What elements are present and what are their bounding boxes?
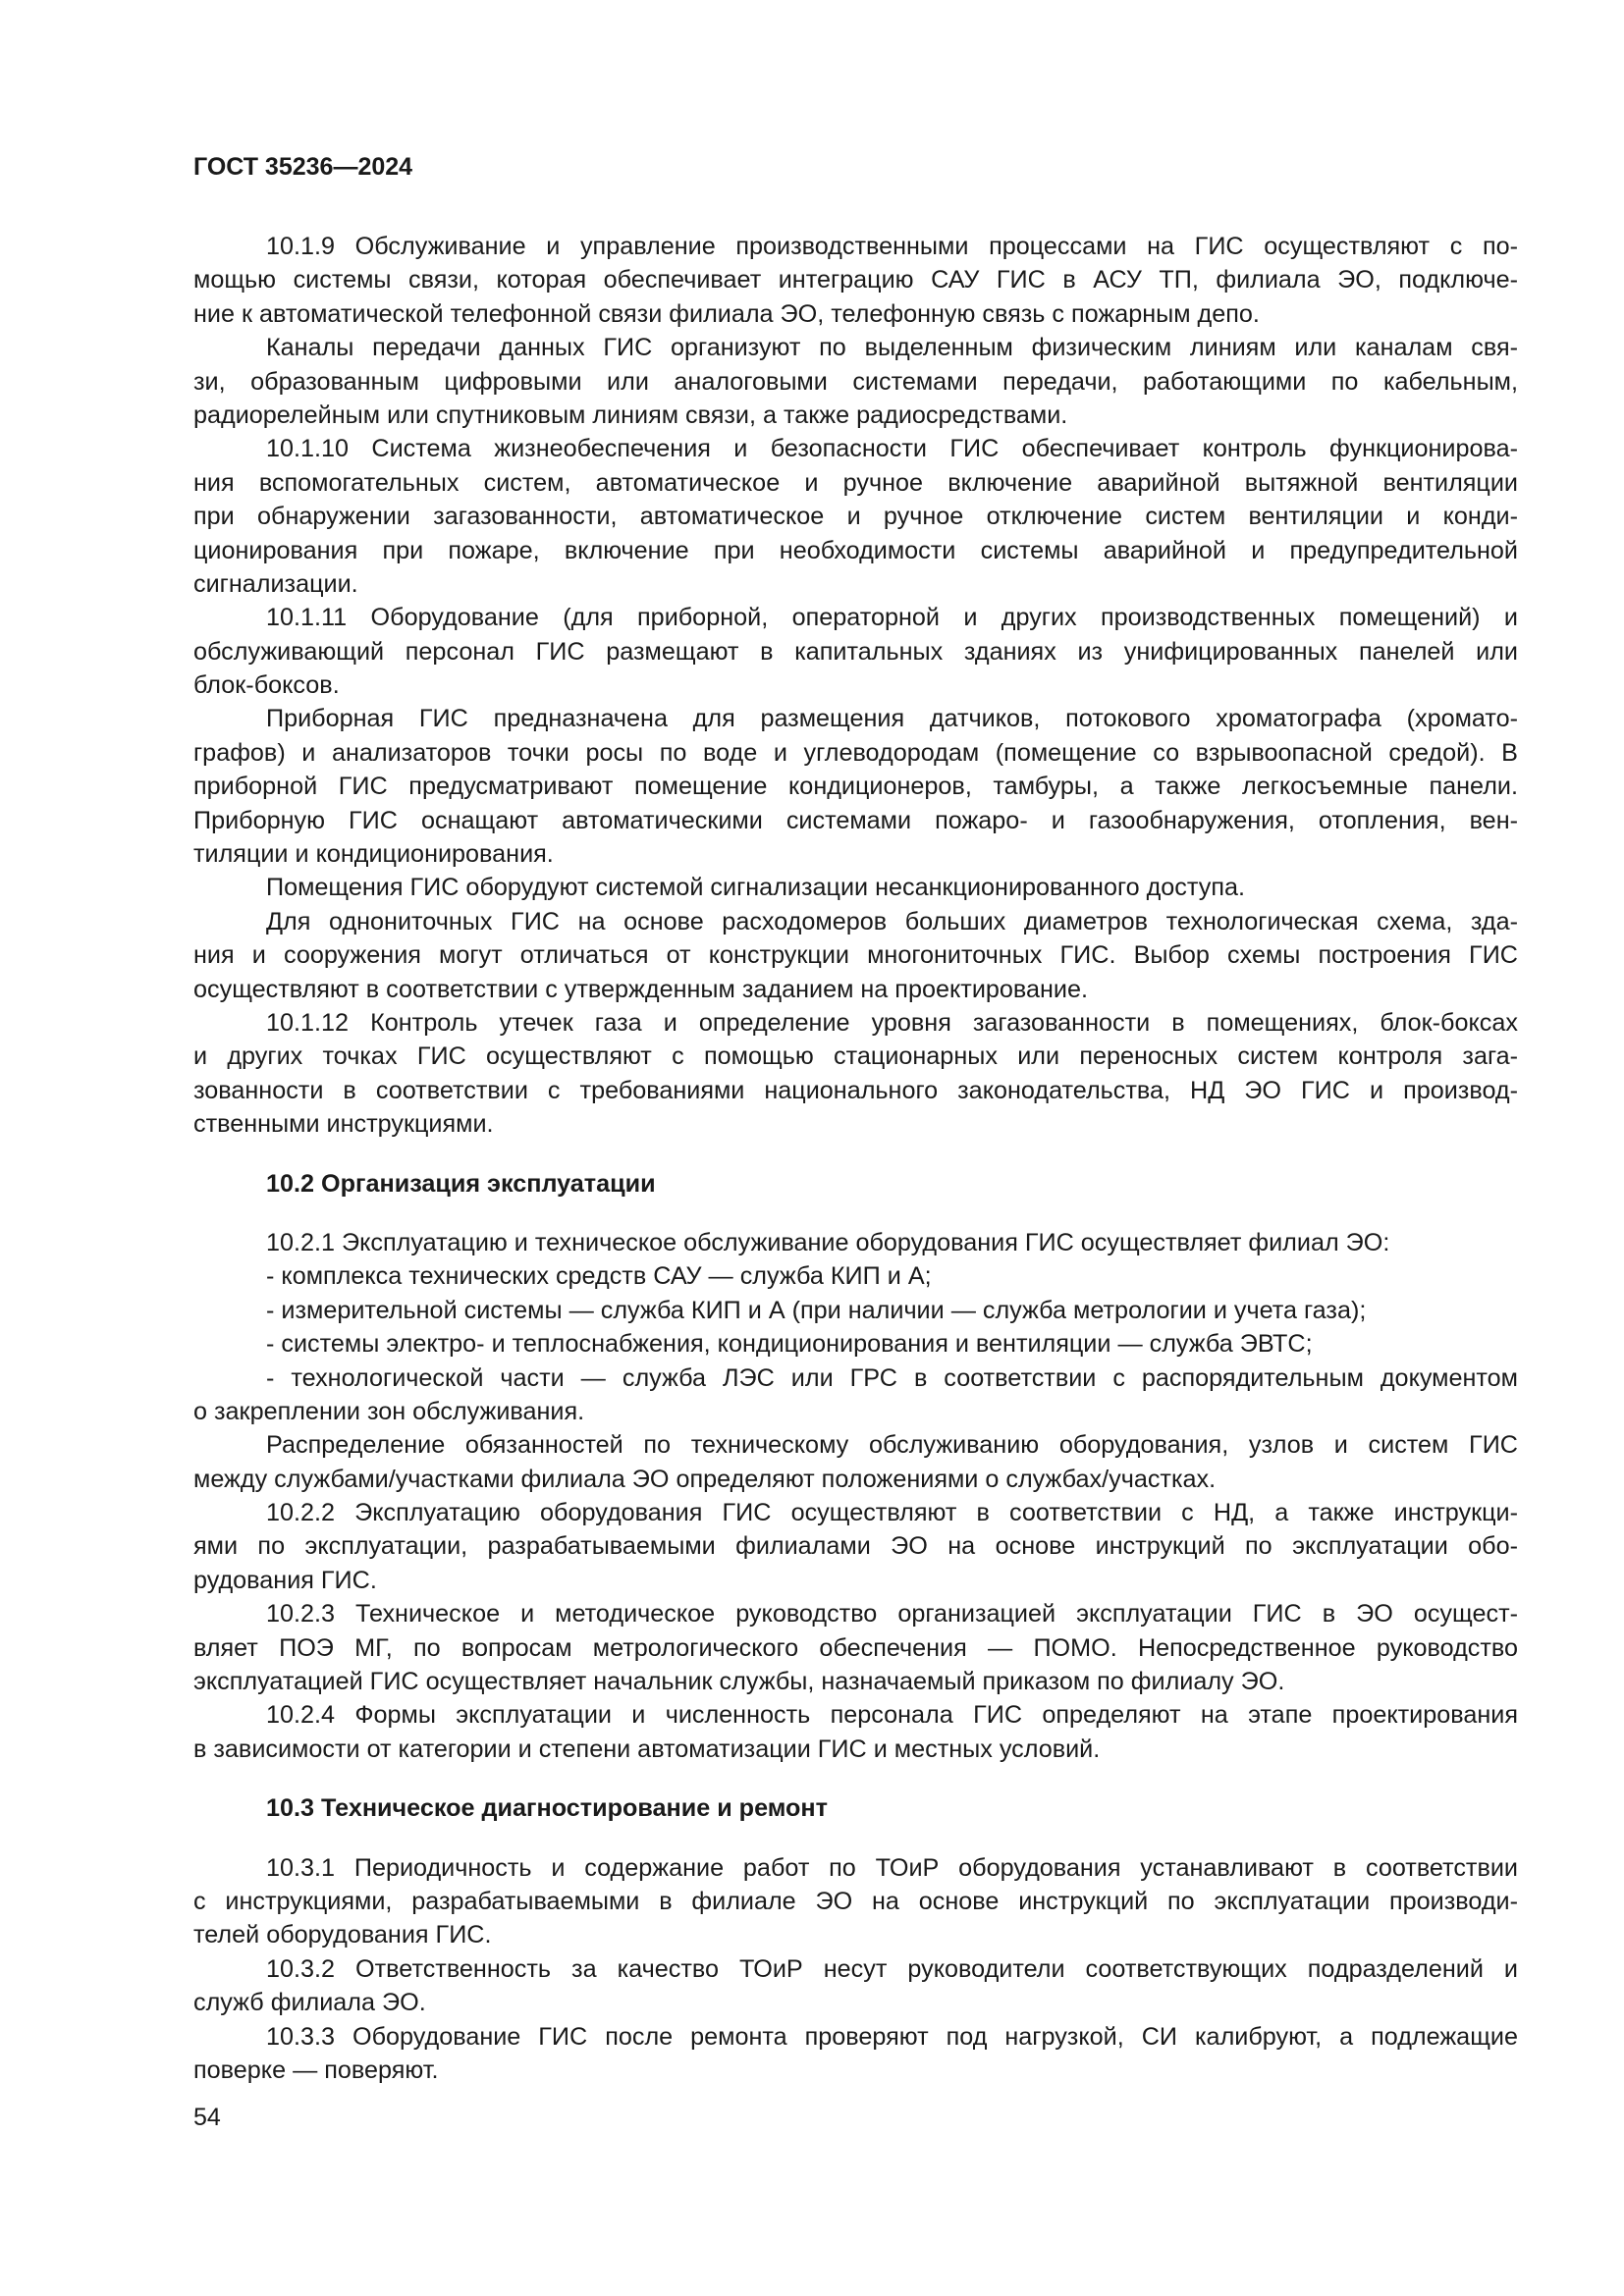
text-line: вляет ПОЭ МГ, по вопросам метрологического обеспечения — ПОМО. Непосредственное руководство: [193, 1633, 1518, 1662]
paragraph-gap: [193, 1826, 1518, 1851]
text-line: Приборную ГИС оснащают автоматическими системами пожаро- и газообнаружения, отопления, вен-: [193, 806, 1518, 834]
text-line: ственными инструкциями.: [193, 1110, 494, 1139]
text-line: зи, образованным цифровыми или аналоговыми системами передачи, работающими по кабельным,: [193, 367, 1518, 396]
text-line: между службами/участками филиала ЭО определяют положениями о службах/участках.: [193, 1465, 1217, 1493]
text-line: 10.2.1 Эксплуатацию и техническое обслуживание оборудования ГИС осуществляет филиал ЭО:: [266, 1228, 1390, 1256]
text-line: осуществляют в соответствии с утвержденным заданием на проектирование.: [193, 975, 1088, 1003]
document-code-header: ГОСТ 35236—2024: [193, 153, 413, 181]
text-line: и других точках ГИС осуществляют с помощью стационарных или переносных систем контроля зага-: [193, 1042, 1518, 1071]
text-line: 10.2.2 Эксплуатацию оборудования ГИС осуществляют в соответствии с НД, а также инструкци-: [266, 1499, 1518, 1527]
text-line: эксплуатацией ГИС осуществляет начальник службы, назначаемый приказом по филиалу ЭО.: [193, 1668, 1285, 1696]
text-line: Помещения ГИС оборудуют системой сигнализации несанкционированного доступа.: [266, 874, 1245, 902]
text-line: мощью системы связи, которая обеспечивает интеграцию САУ ГИС в АСУ ТП, филиала ЭО, подключе-: [193, 266, 1518, 294]
text-line: обслуживающий персонал ГИС размещают в капитальных зданиях из унифицированных панелей или: [193, 637, 1518, 666]
text-line: сигнализации.: [193, 569, 358, 598]
text-line: Каналы передачи данных ГИС организуют по выделенным физическим линиям или каналам свя-: [266, 334, 1518, 362]
text-line: служб филиала ЭО.: [193, 1989, 426, 2017]
text-line: ние к автоматической телефонной связи филиала ЭО, телефонную связь с пожарным депо.: [193, 299, 1260, 328]
section-heading: 10.3 Техническое диагностирование и ремонт: [266, 1794, 828, 1823]
text-line: 10.3.2 Ответственность за качество ТОиР несут руководители соответствующих подразделений и: [266, 1954, 1518, 1983]
paragraph-gap: [193, 1201, 1518, 1226]
text-line: - технологической части — служба ЛЭС или ГРС в соответствии с распорядительным документом: [266, 1363, 1518, 1392]
page-number: 54: [193, 2104, 221, 2131]
text-line: рудования ГИС.: [193, 1566, 377, 1594]
text-line: Для однониточных ГИС на основе расходомеров больших диаметров технологическая схема, зда-: [266, 907, 1518, 935]
text-line: тиляции и кондиционирования.: [193, 840, 554, 869]
text-line: о закреплении зон обслуживания.: [193, 1397, 585, 1425]
text-line: в зависимости от категории и степени автоматизации ГИС и местных условий.: [193, 1735, 1101, 1763]
section-heading: 10.2 Организация эксплуатации: [266, 1169, 656, 1198]
text-line: приборной ГИС предусматривают помещение кондиционеров, тамбуры, а также легкосъемные панели.: [193, 773, 1518, 801]
text-line: графов) и анализаторов точки росы по воде и углеводородам (помещение со взрывоопасной средой). В: [193, 738, 1518, 767]
text-line: 10.1.9 Обслуживание и управление производственными процессами на ГИС осуществляют с по-: [266, 233, 1518, 260]
paragraph-gap: [193, 1142, 1518, 1167]
text-line: с инструкциями, разрабатываемыми в филиале ЭО на основе инструкций по эксплуатации производи-: [193, 1887, 1518, 1915]
text-line: ционирования при пожаре, включение при необходимости системы аварийной и предупредительной: [193, 536, 1518, 564]
text-line: ния вспомогательных систем, автоматическое и ручное включение аварийной вытяжной вентиляции: [193, 468, 1518, 497]
text-line: зованности в соответствии с требованиями национального законодательства, НД ЭО ГИС и производ-: [193, 1076, 1518, 1104]
text-line: Распределение обязанностей по техническому обслуживанию оборудования, узлов и систем ГИС: [266, 1431, 1518, 1460]
text-line: ния и сооружения могут отличаться от конструкции многониточных ГИС. Выбор схемы построения ГИС: [193, 941, 1518, 970]
text-line: при обнаружении загазованности, автоматическое и ручное отключение систем вентиляции и конди-: [193, 503, 1518, 531]
text-line: Приборная ГИС предназначена для размещения датчиков, потокового хроматографа (хромато-: [266, 705, 1518, 733]
text-line: 10.2.4 Формы эксплуатации и численность персонала ГИС определяют на этапе проектирования: [266, 1701, 1518, 1730]
text-line: телей оборудования ГИС.: [193, 1921, 492, 1949]
paragraph-gap: [193, 1766, 1518, 1791]
text-line: 10.3.3 Оборудование ГИС после ремонта проверяют под нагрузкой, СИ калибруют, а подлежащие: [266, 2022, 1518, 2051]
text-line: 10.1.11 Оборудование (для приборной, операторной и других производственных помещений) и: [266, 604, 1518, 632]
text-line: ями по эксплуатации, разрабатываемыми филиалами ЭО на основе инструкций по эксплуатации обо-: [193, 1532, 1518, 1561]
text-line: 10.1.10 Система жизнеобеспечения и безопасности ГИС обеспечивает контроль функционирова-: [266, 435, 1518, 463]
text-line: 10.1.12 Контроль утечек газа и определение уровня загазованности в помещениях, блок-боксах: [266, 1008, 1518, 1037]
text-line: 10.2.3 Техническое и методическое руководство организацией эксплуатации ГИС в ЭО осущест-: [266, 1600, 1518, 1629]
text-line: - комплекса технических средств САУ — служба КИП и А;: [266, 1262, 932, 1291]
document-body: [193, 230, 1518, 2087]
text-line: радиорелейным или спутниковым линиям связи, а также радиосредствами.: [193, 400, 1068, 429]
text-line: 10.3.1 Периодичность и содержание работ по ТОиР оборудования устанавливают в соответствии: [266, 1853, 1518, 1882]
text-line: поверке — поверяют.: [193, 2056, 439, 2084]
text-line: - измерительной системы — служба КИП и А (при наличии — служба метрологии и учета газа);: [266, 1296, 1367, 1324]
text-line: блок-боксов.: [193, 671, 340, 700]
text-line: - системы электро- и теплоснабжения, кондиционирования и вентиляции — служба ЭВТС;: [266, 1330, 1313, 1359]
